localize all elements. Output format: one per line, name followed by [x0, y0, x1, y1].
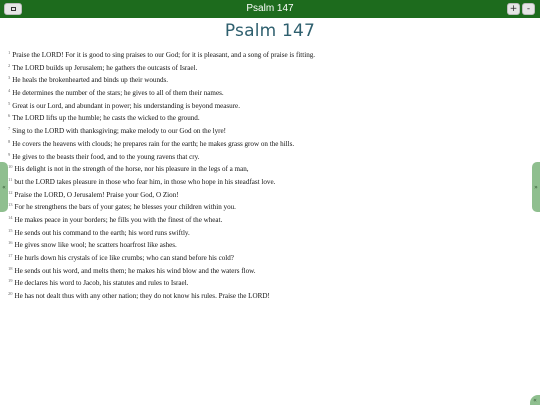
verse-number: 13	[8, 202, 13, 208]
verse-text: The LORD builds up Jerusalem; he gathers the outcasts of Israel.	[12, 63, 198, 72]
verse-text: He heals the brokenhearted and binds up their wounds.	[12, 76, 169, 85]
verse-row	[8, 264, 528, 277]
verse-number: 6	[8, 113, 11, 119]
verse-row	[8, 61, 528, 74]
verse-text: He gives to the beasts their food, and to the young ravens that cry.	[12, 152, 200, 161]
zoom-out-button[interactable]: -	[522, 3, 535, 15]
verse-text: He covers the heavens with clouds; he prepares rain for the earth; he makes grass grow on the hills.	[12, 139, 295, 148]
verse-row	[8, 150, 528, 163]
verse-text: He has not dealt thus with any other nation; they do not know his rules. Praise the LORD!	[14, 292, 270, 301]
verse-row	[8, 137, 528, 150]
verse-number: 8	[8, 138, 11, 144]
verse-text: He hurls down his crystals of ice like crumbs; who can stand before his cold?	[14, 254, 234, 262]
verse-text: He gives snow like wool; he scatters hoarfrost like ashes.	[14, 241, 177, 250]
verse-row	[8, 200, 528, 213]
chevron-left-icon: «	[2, 183, 6, 191]
verse-text: Great is our Lord, and abundant in power; his understanding is beyond measure.	[12, 101, 240, 110]
page-title: Psalm 147	[224, 21, 316, 41]
verse-row	[8, 251, 528, 264]
verse-row	[8, 238, 528, 251]
corner-handle[interactable]	[530, 395, 540, 405]
verse-text: Sing to the LORD with thanksgiving; make melody to our God on the lyre!	[12, 127, 227, 136]
verse-row	[8, 48, 528, 61]
verse-row	[8, 99, 528, 112]
verse-number: 18	[8, 265, 13, 271]
verse-row	[8, 86, 528, 99]
verse-number: 7	[8, 126, 11, 132]
verse-number: 1	[8, 50, 11, 55]
verse-text: Praise the LORD, O Jerusalem! Praise your God, O Zion!	[14, 190, 179, 199]
chevron-right-icon: »	[534, 183, 538, 191]
verse-text: The LORD lifts up the humble; he casts the wicked to the ground.	[12, 114, 200, 123]
verse-row	[8, 162, 528, 175]
verse-row	[8, 175, 528, 188]
previous-chapter-tab[interactable]	[0, 162, 8, 212]
verse-number: 16	[8, 240, 13, 246]
verse-text: His delight is not in the strength of the horse, nor his pleasure in the legs of a man,	[14, 165, 249, 174]
verse-number: 12	[8, 189, 13, 195]
verse-row	[8, 124, 528, 137]
verse-row	[8, 111, 528, 124]
verse-number: 15	[8, 227, 13, 233]
verse-row	[8, 289, 528, 302]
zoom-in-button[interactable]: +	[507, 3, 520, 15]
verse-text: He determines the number of the stars; he gives to all of them their names.	[12, 89, 224, 98]
verse-number: 3	[8, 75, 11, 81]
verse-number: 14	[8, 214, 13, 220]
verse-text: but the LORD takes pleasure in those who fear him, in those who hope in his steadfast love.	[14, 177, 276, 186]
verse-text: He sends out his command to the earth; his word runs swiftly.	[14, 228, 190, 237]
next-chapter-tab[interactable]	[532, 162, 540, 212]
verse-number: 10	[8, 164, 13, 170]
verse-text: He sends out his word, and melts them; he makes his wind blow and the waters flow.	[14, 266, 256, 275]
top-bar	[0, 0, 540, 18]
verse-number: 5	[8, 100, 11, 106]
verse-text: Praise the LORD! For it is good to sing praises to our God; for it is pleasant, and a song of praise is fitting.	[12, 51, 316, 59]
verse-list	[8, 48, 528, 302]
verse-row	[8, 226, 528, 239]
resize-corner-icon: «	[533, 396, 537, 404]
window-title: Psalm 147	[246, 3, 294, 14]
verse-row	[8, 276, 528, 289]
verse-number: 2	[8, 62, 11, 68]
verse-row	[8, 73, 528, 86]
verse-number: 4	[8, 88, 11, 94]
verse-row	[8, 213, 528, 226]
verse-number: 17	[8, 253, 13, 258]
verse-number: 9	[8, 151, 11, 157]
verse-number: 11	[8, 176, 13, 182]
verse-text: For he strengthens the bars of your gates; he blesses your children within you.	[14, 203, 236, 212]
verse-text: He declares his word to Jacob, his statutes and rules to Israel.	[14, 279, 189, 288]
verse-text: He makes peace in your borders; he fills you with the finest of the wheat.	[14, 215, 223, 224]
verse-number: 19	[8, 278, 13, 284]
verse-number: 20	[8, 291, 13, 297]
verse-row	[8, 188, 528, 201]
